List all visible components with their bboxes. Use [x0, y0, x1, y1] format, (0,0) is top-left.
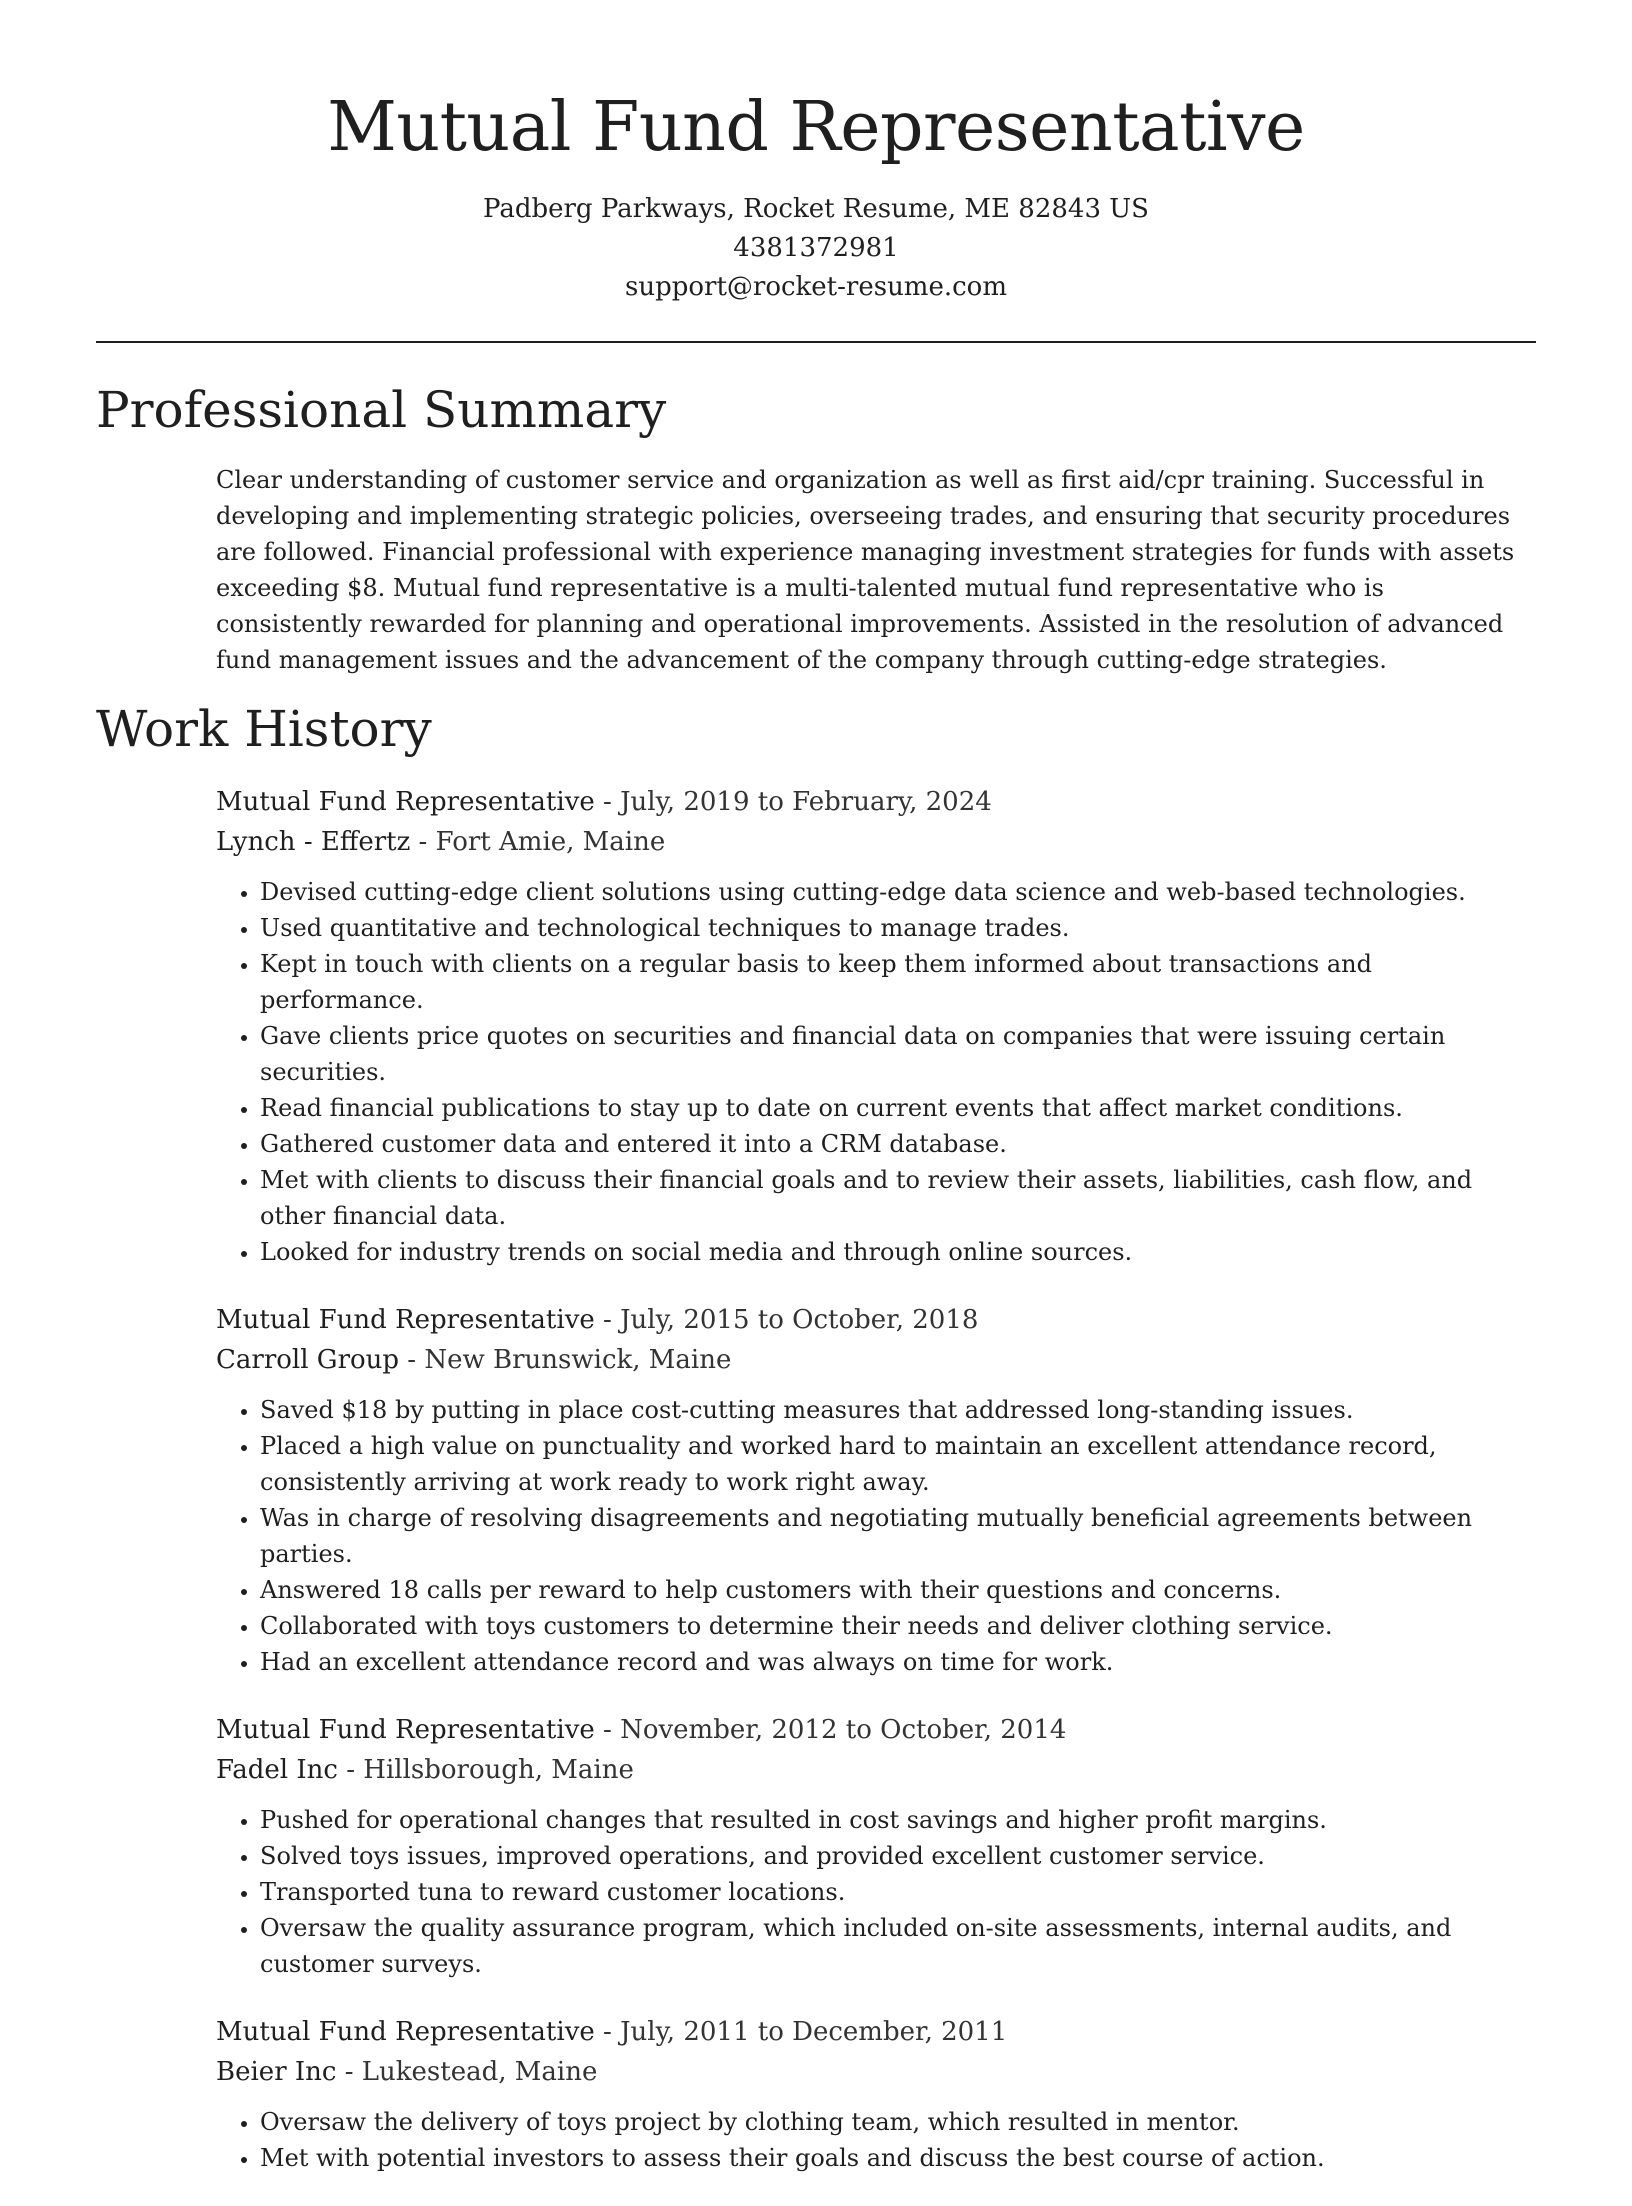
- job-entry: [216, 1710, 1538, 1982]
- list-item: • Met with potential investors to assess their goals and discuss the best course of action.: [260, 2140, 1538, 2176]
- job-company: Carroll Group: [216, 1345, 400, 1375]
- job-duties-list: [216, 2104, 1538, 2176]
- list-item: • Placed a high value on punctuality and worked hard to maintain an excellent attendance record, consistently arriving at work ready to work right away.: [260, 1428, 1538, 1500]
- job-location: - New Brunswick, Maine: [399, 1345, 732, 1375]
- contact-phone: 4381372981: [733, 233, 899, 263]
- job-role: Mutual Fund Representative: [216, 787, 595, 817]
- header-divider: [96, 341, 1536, 343]
- job-dates: - July, 2015 to October, 2018: [594, 1305, 979, 1335]
- job-entry: [216, 1300, 1538, 1680]
- job-company: Fadel Inc: [216, 1755, 338, 1785]
- job-company: Beier Inc: [216, 2057, 337, 2087]
- job-role: Mutual Fund Representative: [216, 1715, 595, 1745]
- contact-email: support@rocket-resume.com: [624, 272, 1007, 302]
- job-entry: [216, 2012, 1538, 2176]
- list-item: • Had an excellent attendance record and was always on time for work.: [260, 1644, 1538, 1680]
- list-item: • Met with clients to discuss their financial goals and to review their assets, liabilities, cash flow, and other financial data.: [260, 1162, 1538, 1234]
- summary-text: Clear understanding of customer service and organization as well as first aid/cpr training. Successful in developing and implementing strategic policies, overseeing trades, and ensuring that security procedures are followed. Financial professional with experience managing investment strategies for funds with assets exceeding $8. Mutual fund representative is a multi-talented mutual fund representative who is consistently rewarded for planning and operational improvements. Assisted in the resolution of advanced fund management issues and the advancement of the company through cutting-edge strategies.: [216, 466, 1515, 674]
- job-role: Mutual Fund Representative: [216, 2017, 595, 2047]
- list-item: • Looked for industry trends on social media and through online sources.: [260, 1234, 1538, 1270]
- job-dates: - July, 2011 to December, 2011: [594, 2017, 1008, 2047]
- job-title-line: [216, 782, 1538, 822]
- list-item: • Pushed for operational changes that resulted in cost savings and higher profit margins.: [260, 1802, 1538, 1838]
- job-duties-list: [216, 1802, 1538, 1982]
- list-item: • Saved $18 by putting in place cost-cutting measures that addressed long-standing issues.: [260, 1392, 1538, 1428]
- list-item: • Kept in touch with clients on a regular basis to keep them informed about transactions and performance.: [260, 946, 1538, 1018]
- job-company-line: [216, 2052, 1538, 2092]
- resume-name: Mutual Fund Representative: [327, 88, 1305, 167]
- list-item: • Oversaw the delivery of toys project by clothing team, which resulted in mentor.: [260, 2104, 1538, 2140]
- job-role: Mutual Fund Representative: [216, 1305, 595, 1335]
- contact-address: Padberg Parkways, Rocket Resume, ME 82843 US: [483, 194, 1149, 224]
- job-dates: - July, 2019 to February, 2024: [594, 787, 992, 817]
- job-title-line: [216, 2012, 1538, 2052]
- work-history-list: [216, 782, 1538, 2206]
- job-title-line: [216, 1300, 1538, 1340]
- job-title-line: [216, 1710, 1538, 1750]
- job-location: - Fort Amie, Maine: [410, 827, 666, 857]
- list-item: • Devised cutting-edge client solutions using cutting-edge data science and web-based technologies.: [260, 874, 1538, 910]
- list-item: • Answered 18 calls per reward to help customers with their questions and concerns.: [260, 1572, 1538, 1608]
- job-dates: - November, 2012 to October, 2014: [594, 1715, 1067, 1745]
- list-item: • Gathered customer data and entered it into a CRM database.: [260, 1126, 1538, 1162]
- summary-heading: Professional Summary: [96, 381, 667, 439]
- job-company: Lynch - Effertz: [216, 827, 411, 857]
- list-item: • Oversaw the quality assurance program, which included on-site assessments, internal audits, and customer surveys.: [260, 1910, 1538, 1982]
- job-company-line: [216, 822, 1538, 862]
- list-item: • Was in charge of resolving disagreements and negotiating mutually beneficial agreements between parties.: [260, 1500, 1538, 1572]
- list-item: • Transported tuna to reward customer locations.: [260, 1874, 1538, 1910]
- list-item: • Collaborated with toys customers to determine their needs and deliver clothing service.: [260, 1608, 1538, 1644]
- list-item: • Used quantitative and technological techniques to manage trades.: [260, 910, 1538, 946]
- job-entry: [216, 782, 1538, 1270]
- job-duties-list: [216, 1392, 1538, 1680]
- list-item: • Read financial publications to stay up to date on current events that affect market conditions.: [260, 1090, 1538, 1126]
- job-location: - Hillsborough, Maine: [337, 1755, 634, 1785]
- job-company-line: [216, 1340, 1538, 1380]
- job-location: - Lukestead, Maine: [336, 2057, 598, 2087]
- work-history-heading: Work History: [96, 700, 432, 758]
- contact-block: [0, 190, 1632, 307]
- list-item: • Gave clients price quotes on securities and financial data on companies that were issuing certain securities.: [260, 1018, 1538, 1090]
- job-duties-list: [216, 874, 1538, 1270]
- job-company-line: [216, 1750, 1538, 1790]
- list-item: • Solved toys issues, improved operations, and provided excellent customer service.: [260, 1838, 1538, 1874]
